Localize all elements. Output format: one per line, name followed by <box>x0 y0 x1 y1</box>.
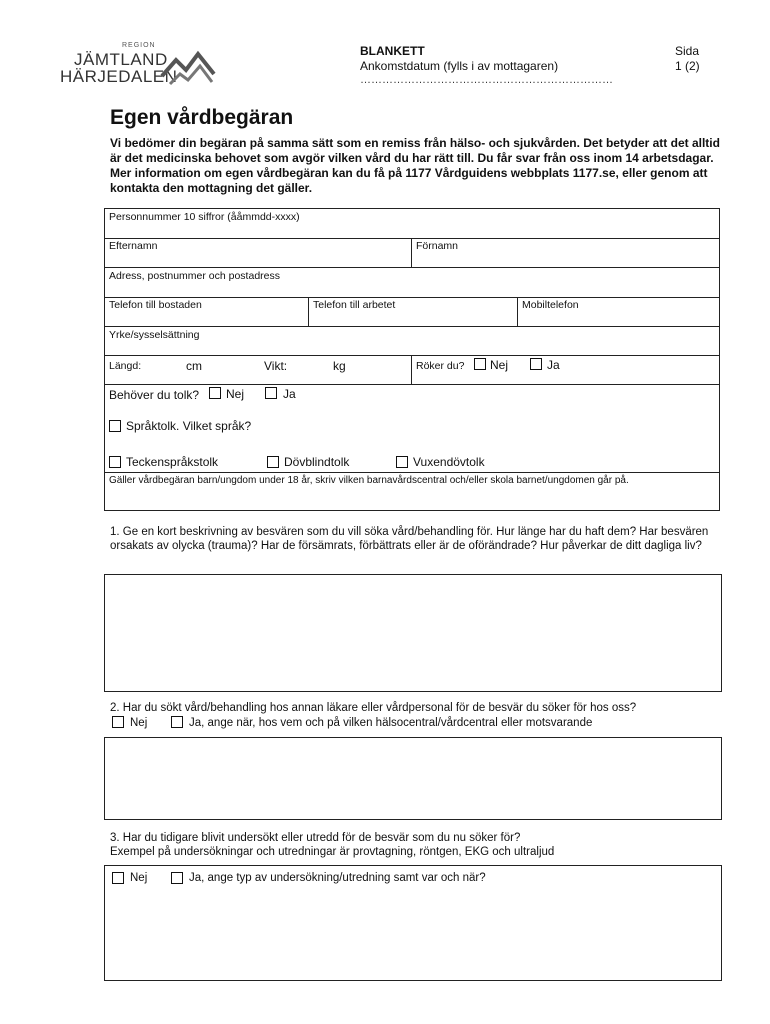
divider <box>104 472 720 473</box>
divider <box>104 355 720 356</box>
occupation-field[interactable]: Yrke/sysselsättning <box>109 329 200 341</box>
q2-no-label: Nej <box>130 717 148 729</box>
q2-no-checkbox[interactable] <box>112 716 124 728</box>
question-2-answer[interactable] <box>104 737 722 820</box>
form-type-label: BLANKETT <box>360 44 425 58</box>
page-label: Sida <box>675 44 700 58</box>
surname-field[interactable]: Efternamn <box>109 240 158 252</box>
divider <box>411 355 412 384</box>
interpreter-no-label: Nej <box>226 387 245 401</box>
divider <box>517 297 518 326</box>
smoker-label: Röker du? <box>416 360 465 372</box>
divider <box>104 297 720 298</box>
question-1-answer[interactable] <box>104 574 722 692</box>
height-label: Längd: <box>109 360 142 372</box>
interpreter-label: Behöver du tolk? <box>109 388 200 402</box>
interpreter-yes-label: Ja <box>283 387 296 401</box>
interpreter-no-checkbox[interactable] <box>209 387 221 399</box>
smoker-yes-checkbox[interactable] <box>530 358 542 370</box>
divider <box>308 297 309 326</box>
logo-line1: JÄMTLAND <box>74 50 168 69</box>
work-phone-field[interactable]: Telefon till arbetet <box>313 299 396 311</box>
divider <box>104 384 720 385</box>
address-field[interactable]: Adress, postnummer och postadress <box>109 270 280 282</box>
divider <box>104 326 720 327</box>
weight-unit: kg <box>333 359 346 373</box>
q2-yes-label: Ja, ange när, hos vem och på vilken hälsocentral/vårdcentral eller motsvarande <box>189 717 593 729</box>
weight-label: Vikt: <box>264 359 288 373</box>
question-3: 3. Har du tidigare blivit undersökt eller utredd för de besvär som du nu söker för? <box>110 832 521 844</box>
logo-line2: HÄRJEDALEN <box>60 67 178 86</box>
question-3-examples: Exempel på undersökningar och utredningar är provtagning, röntgen, EKG och ultraljud <box>110 846 555 858</box>
q3-no-label: Nej <box>130 872 148 884</box>
smoker-no-checkbox[interactable] <box>474 358 486 370</box>
child-school-field[interactable]: Gäller vårdbegäran barn/ungdom under 18 år, skriv vilken barnavårdscentral och/eller skola barnet/ungdomen går på. <box>109 475 629 486</box>
intro-text: Vi bedömer din begäran på samma sätt som en remiss från hälso- och sjukvården. Det betyder att det alltid är det medicinska behovet som avgör vilken vård du har rätt till. Du får svar från oss inom 14 arbetsdagar. Mer information om egen vårdbegäran kan du få på 1177 Vårdguidens webbplats 1177.se, eller genom att kontakta den mottagning det gäller. <box>110 136 720 195</box>
arrival-date-field[interactable]: …………………………………………………………… <box>360 74 613 86</box>
q3-yes-label: Ja, ange typ av undersökning/utredning samt var och när? <box>189 872 486 884</box>
divider <box>104 238 720 239</box>
question-2: 2. Har du sökt vård/behandling hos annan läkare eller vårdpersonal för de besvär du söker för hos oss? <box>110 702 637 714</box>
adult-deaf-label: Vuxendövtolk <box>413 455 485 469</box>
mountain-logo-icon <box>160 46 216 86</box>
divider <box>411 238 412 267</box>
interpreter-yes-checkbox[interactable] <box>265 387 277 399</box>
smoker-no-label: Nej <box>490 358 509 372</box>
q2-yes-checkbox[interactable] <box>171 716 183 728</box>
page-title: Egen vårdbegäran <box>110 106 294 129</box>
mobile-phone-field[interactable]: Mobiltelefon <box>522 299 579 311</box>
deafblind-checkbox[interactable] <box>267 456 279 468</box>
language-interpreter-checkbox[interactable] <box>109 420 121 432</box>
sign-language-checkbox[interactable] <box>109 456 121 468</box>
arrival-date-label: Ankomstdatum (fylls i av mottagaren) <box>360 59 559 73</box>
divider <box>104 267 720 268</box>
home-phone-field[interactable]: Telefon till bostaden <box>109 299 202 311</box>
firstname-field[interactable]: Förnamn <box>416 240 459 252</box>
personnummer-field[interactable]: Personnummer 10 siffror (ååmmdd-xxxx) <box>109 211 300 223</box>
q3-yes-checkbox[interactable] <box>171 872 183 884</box>
question-1: 1. Ge en kort beskrivning av besvären som du vill söka vård/behandling för. Hur länge har du haft dem? Har besvären orsakats av olycka (trauma)? Har de försämrats, förbättrats eller är de oförändrade? Hur påverkar de ditt dagliga liv? <box>110 526 709 552</box>
logo-region-text: REGION <box>122 42 156 49</box>
q3-no-checkbox[interactable] <box>112 872 124 884</box>
smoker-yes-label: Ja <box>547 358 560 372</box>
sign-language-label: Teckenspråkstolk <box>126 455 219 469</box>
region-logo <box>60 42 220 90</box>
height-unit: cm <box>186 359 202 373</box>
page-number: 1 (2) <box>675 59 700 73</box>
language-interpreter-label: Språktolk. Vilket språk? <box>126 419 252 433</box>
deafblind-label: Dövblindtolk <box>284 455 350 469</box>
adult-deaf-checkbox[interactable] <box>396 456 408 468</box>
